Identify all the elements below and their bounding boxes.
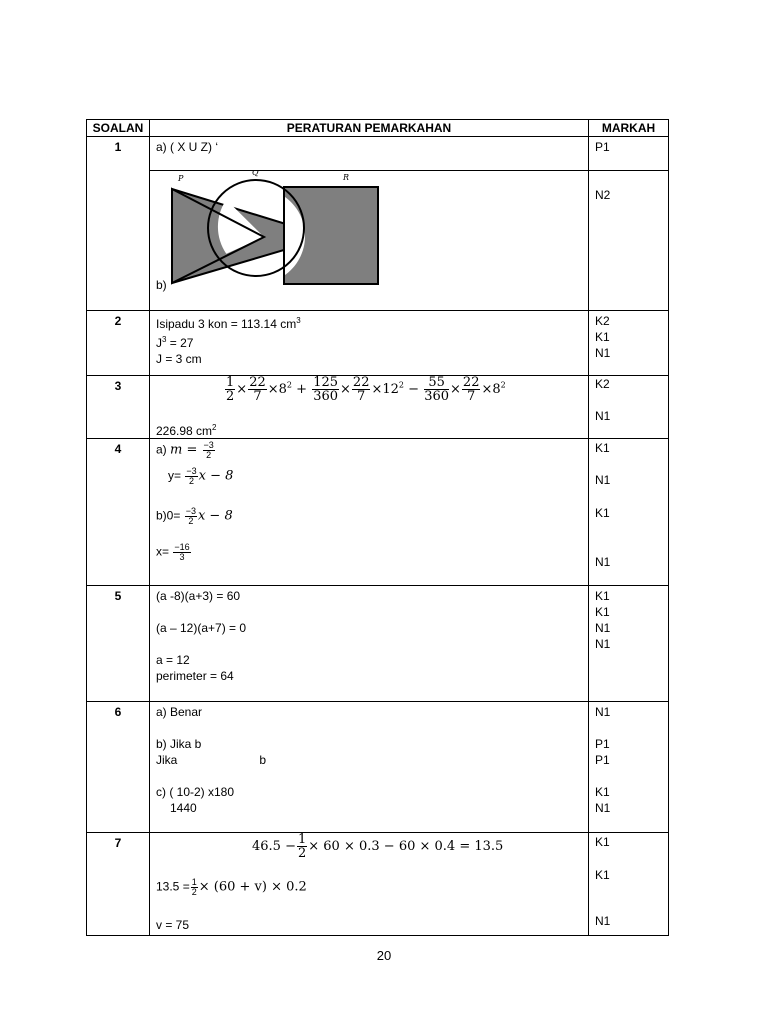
q3-answer: 226.98 $cm^2$: [156, 423, 217, 438]
q7-row: 7 46.5 − $\frac{1}{2}$ × 60 × 0.3 − 60 × 0.4 = 13.5 13.5 = $\frac{1}{2}$ × (60 + v) × 0.2 v = 75 K1 K1 N1: [87, 833, 669, 936]
q4-number: 4: [87, 439, 150, 586]
q3-row: 3 $\frac{1}{2}$ × $\frac{22}{7}$ $\times 8^2$ + $\frac{125}{360}$ × $\frac{22}{7}$ $\times 12^2$ − $\frac{55}{360}$ × $\frac{22}{7}$ $\times 8^2$ 226.98 $cm^2$ K2 N1: [87, 376, 669, 439]
q6-marks: N1 P1 P1 K1 N1: [589, 702, 669, 833]
q2-marks: K2 K1 N1: [589, 311, 669, 376]
q4-row: 4 a) m = $\frac{-3}{2}$ y= $\frac{-3}{2}$ x − 8 b)0= $\frac{-3}{2}$ x − 8 x= $\frac{-16}{3}$ K1 N1 K1 N1: [87, 439, 669, 586]
q5-marks: K1 K1 N1 N1: [589, 586, 669, 702]
q6-number: 6: [87, 702, 150, 833]
q3-expression: $\frac{1}{2}$ × $\frac{22}{7}$ $\times 8^2$ + $\frac{125}{360}$ × $\frac{22}{7}$ $\times 12^2$ − $\frac{55}{360}$ × $\frac{22}{7}$ $\times 8^2$: [226, 375, 506, 404]
q1-a-mark: P1: [589, 137, 669, 171]
q6-row: [87, 702, 669, 833]
q1-a-answer: a) ( X U Z) ‘: [150, 137, 589, 171]
venn-diagram: [150, 171, 589, 311]
q7-equation-1: 46.5 − $\frac{1}{2}$ × 60 × 0.3 − 60 × 0.4 = 13.5: [252, 832, 504, 861]
q6-working: a) Benar b) Jika b Jika b c) ( 10-2) x180 1440: [150, 702, 589, 833]
q2-row: [87, 311, 669, 376]
q7-number: 7: [87, 833, 150, 936]
q4-b-answer: x= $\frac{-16}{3}$: [156, 542, 190, 562]
q1-b-label: b): [156, 278, 167, 292]
q3-number: 3: [87, 376, 150, 439]
q1-b-mark: N2: [589, 171, 669, 311]
header-markah: MARKAH: [589, 120, 669, 137]
q7-answer: v = 75: [156, 918, 190, 932]
q4-line-equation: y= $\frac{-3}{2}$ x − 8: [168, 466, 234, 486]
label-p: P: [178, 174, 184, 183]
q2-number: 2: [87, 311, 150, 376]
header-peraturan: PERATURAN PEMARKAHAN: [150, 120, 589, 137]
q4-b-equation: b)0= $\frac{-3}{2}$ x − 8: [156, 506, 233, 526]
q1-number: 1: [87, 137, 150, 311]
label-r: R: [343, 173, 350, 182]
q5-row: [87, 586, 669, 702]
page-number: 20: [376, 948, 392, 963]
q1-row-a: [87, 137, 669, 171]
q5-number: 5: [87, 586, 150, 702]
q4-a-gradient: a) m = $\frac{-3}{2}$: [156, 440, 214, 460]
q7-equation-2: 13.5 = $\frac{1}{2}$ × (60 + v) × 0.2: [156, 877, 307, 897]
q1-row-b: [87, 171, 669, 311]
label-q: Q: [252, 171, 259, 177]
marking-scheme-table: [86, 119, 669, 936]
q2-working: Isipadu 3 kon = 113.14 $cm^3$ $J^3 = 27$ J = 3 cm: [150, 311, 589, 376]
header-soalan: SOALAN: [87, 120, 150, 137]
header-row: [87, 120, 669, 137]
q5-working: (a -8)(a+3) = 60 (a – 12)(a+7) = 0 a = 12 perimeter = 64: [150, 586, 589, 702]
